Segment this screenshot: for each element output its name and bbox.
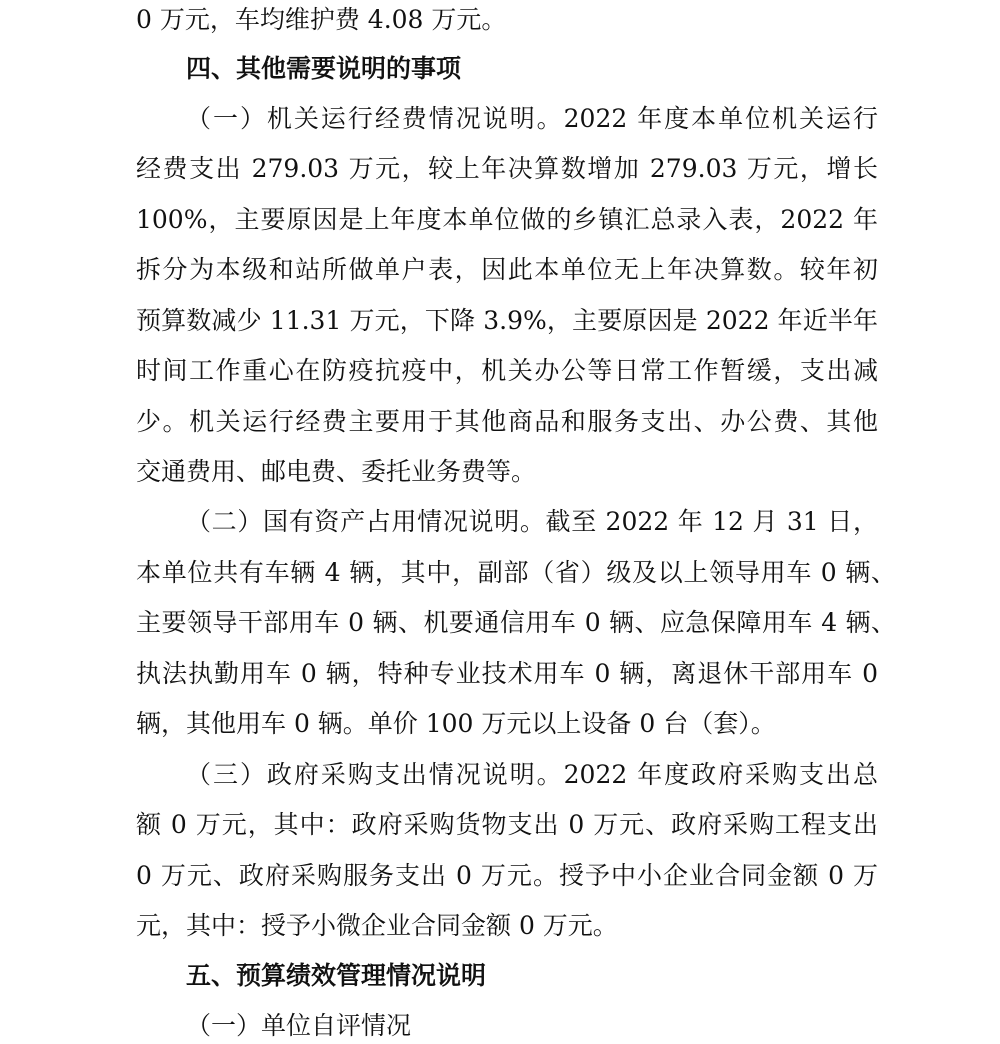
text-line: 0 万元，车均维护费 4.08 万元。 [136, 5, 507, 34]
text-line: 执法执勤用车 0 辆，特种专业技术用车 0 辆，离退休干部用车 0 [136, 659, 878, 688]
text-line: 预算数减少 11.31 万元，下降 3.9%，主要原因是 2022 年近半年 [136, 306, 878, 335]
text-line: 100%，主要原因是上年度本单位做的乡镇汇总录入表，2022 年 [136, 205, 878, 234]
text-line: （三）政府采购支出情况说明。2022 年度政府采购支出总 [186, 760, 878, 789]
text-line: 额 0 万元，其中：政府采购货物支出 0 万元、政府采购工程支出 [136, 810, 878, 839]
text-line: 辆，其他用车 0 辆。单价 100 万元以上设备 0 台（套）。 [136, 709, 776, 738]
text-line: 少。机关运行经费主要用于其他商品和服务支出、办公费、其他 [136, 407, 878, 436]
text-line: 元，其中：授予小微企业合同金额 0 万元。 [136, 911, 618, 940]
text-line: （一）机关运行经费情况说明。2022 年度本单位机关运行 [186, 104, 878, 133]
text-line: 本单位共有车辆 4 辆，其中，副部（省）级及以上领导用车 0 辆、 [136, 558, 896, 587]
text-line: 0 万元、政府采购服务支出 0 万元。授予中小企业合同金额 0 万 [136, 861, 878, 890]
text-line: 交通费用、邮电费、委托业务费等。 [136, 457, 537, 486]
text-line: 主要领导干部用车 0 辆、机要通信用车 0 辆、应急保障用车 4 辆、 [136, 608, 896, 637]
section-heading-5: 五、预算绩效管理情况说明 [186, 961, 487, 990]
section-heading-4: 四、其他需要说明的事项 [186, 54, 462, 83]
text-line: 时间工作重心在防疫抗疫中，机关办公等日常工作暂缓，支出减 [136, 356, 878, 385]
text-line: 拆分为本级和站所做单户表，因此本单位无上年决算数。较年初 [136, 255, 878, 284]
text-line: 经费支出 279.03 万元，较上年决算数增加 279.03 万元，增长 [136, 154, 878, 183]
text-line: （一）单位自评情况 [186, 1011, 412, 1040]
text-line: （二）国有资产占用情况说明。截至 2022 年 12 月 31 日， [186, 507, 878, 536]
